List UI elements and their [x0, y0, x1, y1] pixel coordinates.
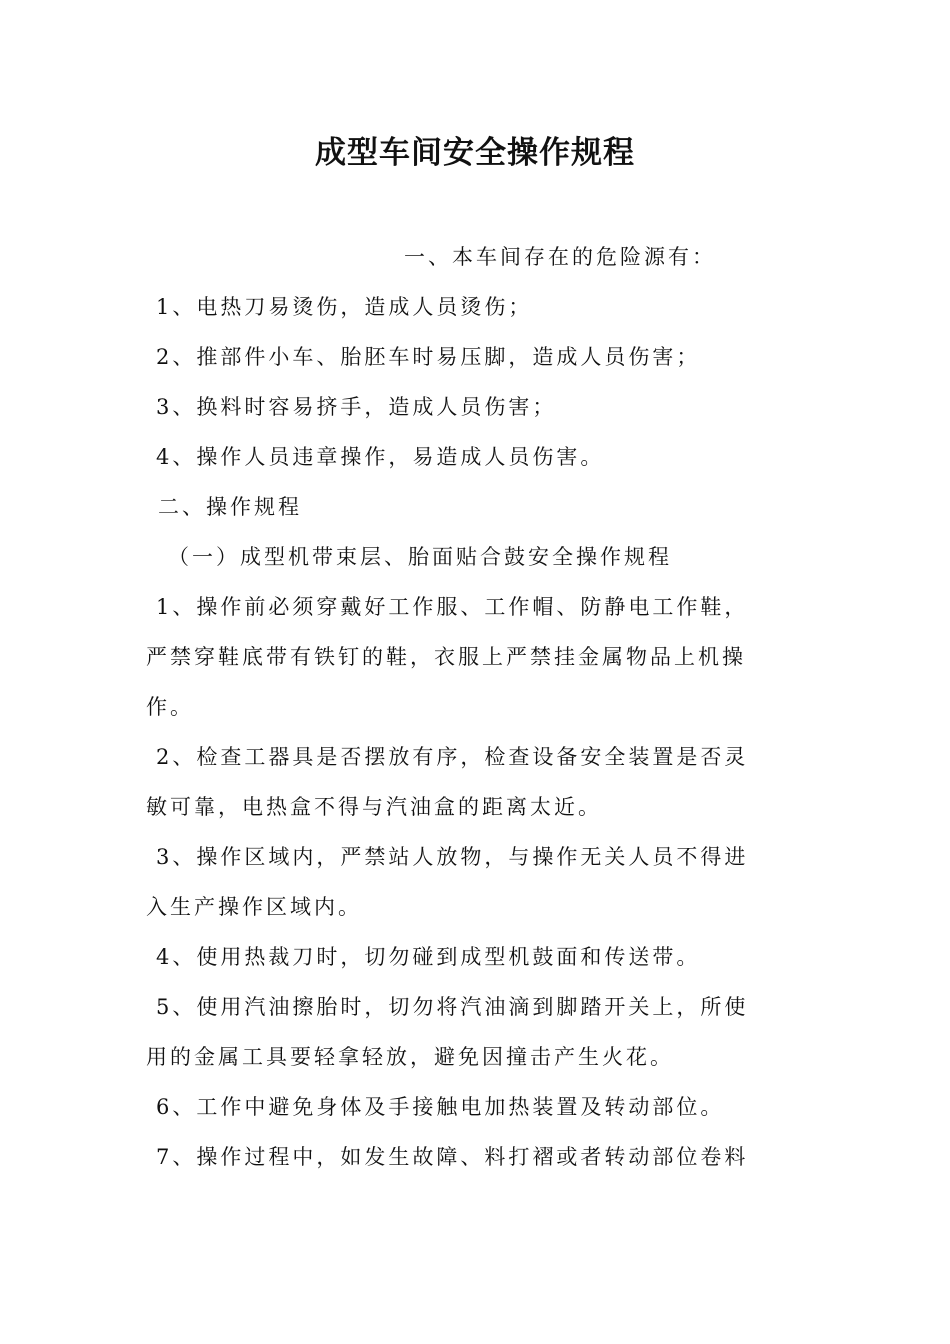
section-heading-procedures: 二、操作规程: [158, 495, 302, 519]
procedure-item-2-line-2: 敏可靠，电热盒不得与汽油盒的距离太近。: [146, 795, 602, 819]
procedure-item-3-line-1: 3、操作区域内，严禁站人放物，与操作无关人员不得进: [156, 845, 749, 869]
procedure-item-5-line-1: 5、使用汽油擦胎时，切勿将汽油滴到脚踏开关上，所使: [156, 995, 749, 1019]
hazard-item-1: 1、电热刀易烫伤，造成人员烫伤；: [156, 295, 533, 319]
hazard-item-3: 3、换料时容易挤手，造成人员伤害；: [156, 395, 557, 419]
document-body: [146, 232, 808, 1182]
procedure-item-1-line-2: 严禁穿鞋底带有铁钉的鞋，衣服上严禁挂金属物品上机操: [146, 645, 746, 669]
procedure-item-5-line-2: 用的金属工具要轻拿轻放，避免因撞击产生火花。: [146, 1045, 674, 1069]
procedure-item-3-line-2: 入生产操作区域内。: [146, 895, 362, 919]
procedure-item-2-line-1: 2、检查工器具是否摆放有序，检查设备安全装置是否灵: [156, 745, 749, 769]
procedure-item-4: 4、使用热裁刀时，切勿碰到成型机鼓面和传送带。: [156, 945, 701, 969]
procedure-item-1-line-3: 作。: [146, 695, 194, 719]
document-title: 成型车间安全操作规程: [315, 135, 635, 171]
procedure-item-1-line-1: 1、操作前必须穿戴好工作服、工作帽、防静电工作鞋，: [156, 595, 749, 619]
section-heading-hazards: 一、本车间存在的危险源有：: [404, 245, 716, 269]
subsection-heading-drum: （一）成型机带束层、胎面贴合鼓安全操作规程: [168, 545, 672, 569]
procedure-item-6: 6、工作中避免身体及手接触电加热装置及转动部位。: [156, 1095, 725, 1119]
hazard-item-4: 4、操作人员违章操作，易造成人员伤害。: [156, 445, 605, 469]
hazard-item-2: 2、推部件小车、胎胚车时易压脚，造成人员伤害；: [156, 345, 701, 369]
procedure-item-7-line-1: 7、操作过程中，如发生故障、料打褶或者转动部位卷料: [156, 1145, 749, 1169]
